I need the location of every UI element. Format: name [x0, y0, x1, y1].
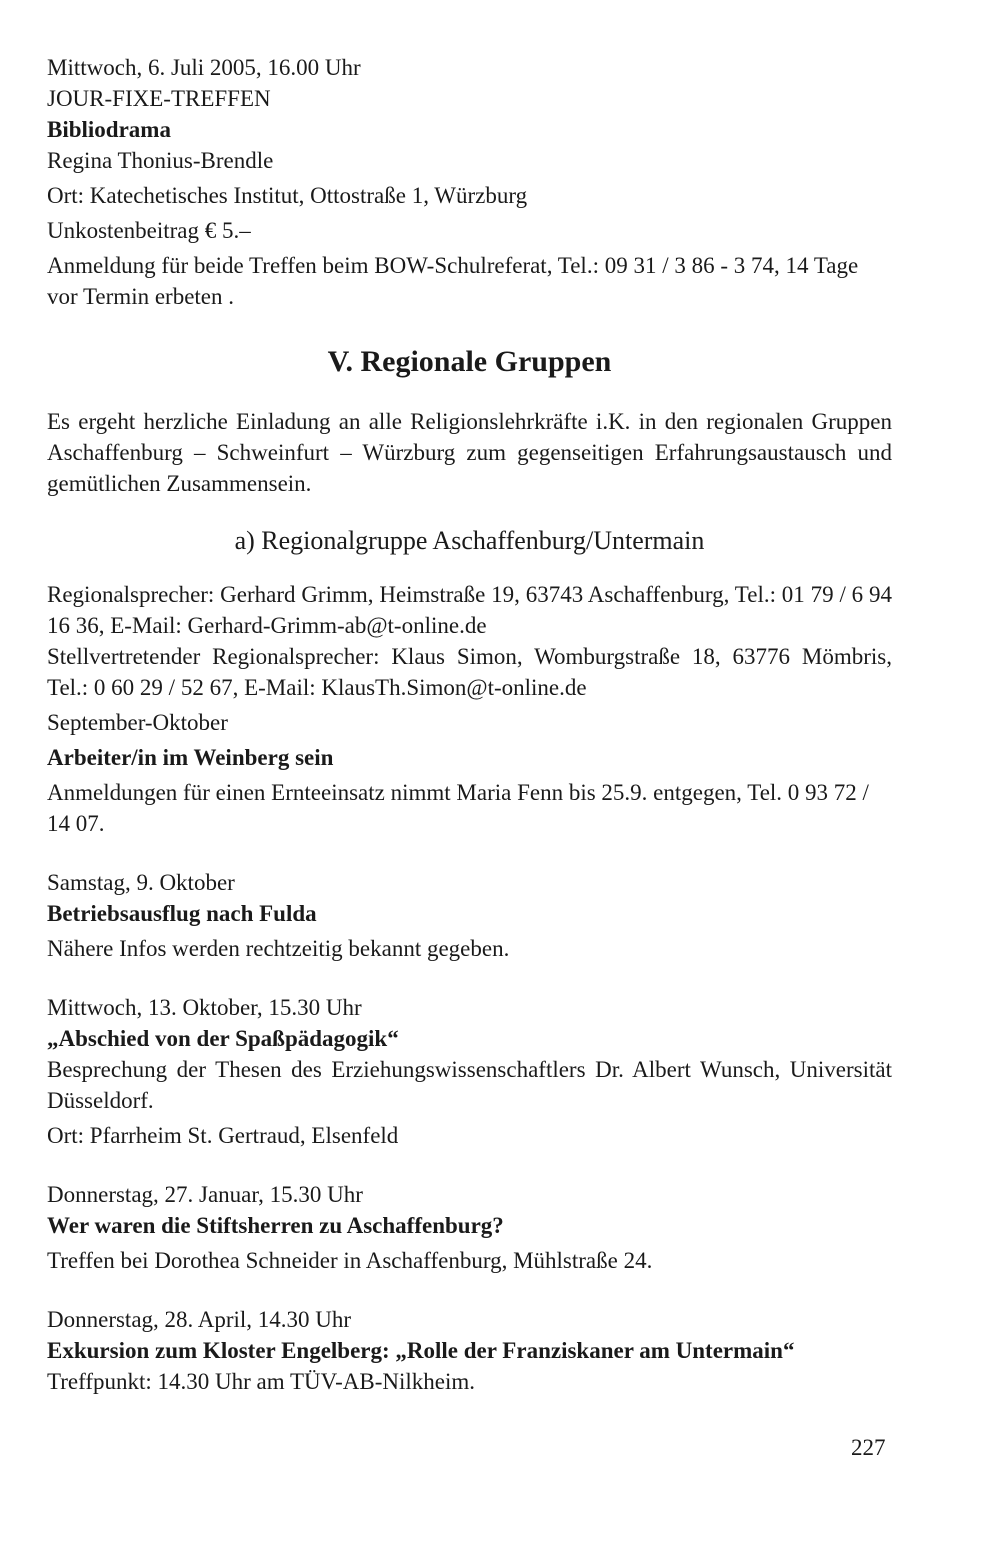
event-detail: Nähere Infos werden rechtzeitig bekannt gegeben. — [47, 936, 510, 961]
event-person: Regina Thonius-Brendle — [47, 148, 274, 173]
section-title: V. Regionale Gruppen — [327, 345, 612, 378]
event-detail: Treffpunkt: 14.30 Uhr am TÜV-AB-Nilkheim. — [47, 1369, 476, 1394]
event-title: Exkursion zum Kloster Engelberg: „Rolle der Franziskaner am Untermain“ — [47, 1338, 795, 1363]
event-title: Betriebsausflug nach Fulda — [47, 901, 317, 926]
event-date: Mittwoch, 13. Oktober, 15.30 Uhr — [47, 995, 362, 1020]
regional-speaker: Regionalsprecher: Gerhard Grimm, Heimstraße 19, 63743 Aschaffenburg, Tel.: 01 79 / 6 94 16 36, E-Mail: Gerhard-Grimm-ab@t-online.de — [47, 582, 892, 638]
event-date: Samstag, 9. Oktober — [47, 870, 235, 895]
event-block — [47, 992, 892, 1151]
page-content — [47, 52, 892, 1397]
event-title: Arbeiter/in im Weinberg sein — [47, 745, 334, 770]
event-title: Bibliodrama — [47, 117, 171, 142]
event-date: Donnerstag, 28. April, 14.30 Uhr — [47, 1307, 352, 1332]
section-intro: Es ergeht herzliche Einladung an alle Religionslehrkräfte i.K. in den regionalen Gruppen Aschaffenburg – Schweinfurt – Würzburg zum gegenseitigen Erfahrungsaustausch und gemütlichen Zusammensein. — [47, 409, 892, 496]
event-date: Donnerstag, 27. Januar, 15.30 Uhr — [47, 1182, 363, 1207]
deputy-speaker: Stellvertretender Regionalsprecher: Klaus Simon, Womburgstraße 18, 63776 Mömbris, Tel.: 0 60 29 / 52 67, E-Mail: KlausTh.Simon@t-online.de — [47, 644, 892, 700]
event-detail: Ort: Pfarrheim St. Gertraud, Elsenfeld — [47, 1123, 399, 1148]
event-block-bibliodrama — [47, 52, 892, 312]
event-detail: Anmeldungen für einen Ernteeinsatz nimmt Maria Fenn bis 25.9. entgegen, Tel. 0 93 72 / 14 07. — [47, 780, 869, 836]
event-block — [47, 707, 892, 839]
event-detail: Besprechung der Thesen des Erziehungswissenschaftlers Dr. Albert Wunsch, Universität Düsseldorf. — [47, 1057, 892, 1113]
page-number: 227 — [851, 1435, 886, 1460]
event-title: „Abschied von der Spaßpädagogik“ — [47, 1026, 399, 1051]
event-fee: Unkostenbeitrag € 5.– — [47, 218, 251, 243]
event-date: Mittwoch, 6. Juli 2005, 16.00 Uhr — [47, 55, 361, 80]
event-detail: Treffen bei Dorothea Schneider in Aschaffenburg, Mühlstraße 24. — [47, 1248, 653, 1273]
event-registration: Anmeldung für beide Treffen beim BOW-Schulreferat, Tel.: 09 31 / 3 86 - 3 74, 14 Tage vor Termin erbeten . — [47, 253, 859, 309]
event-block — [47, 1179, 892, 1276]
event-block — [47, 1304, 892, 1397]
event-location: Ort: Katechetisches Institut, Ottostraße 1, Würzburg — [47, 183, 528, 208]
event-block — [47, 867, 892, 964]
event-title: Wer waren die Stiftsherren zu Aschaffenburg? — [47, 1213, 504, 1238]
event-date: September-Oktober — [47, 710, 228, 735]
subsection-title: a) Regionalgruppe Aschaffenburg/Untermain — [234, 526, 705, 555]
event-type: JOUR-FIXE-TREFFEN — [47, 86, 271, 111]
